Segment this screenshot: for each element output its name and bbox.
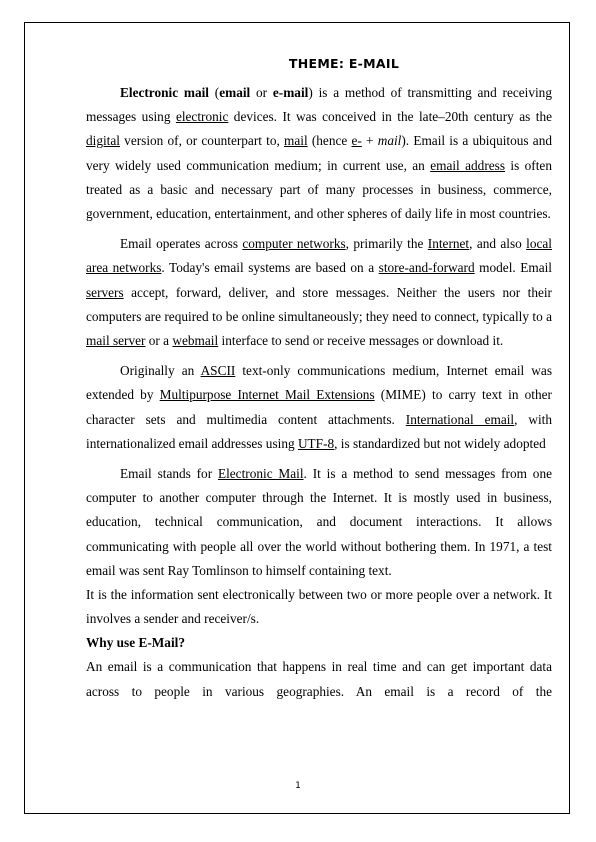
- text-run: email: [219, 85, 251, 100]
- text-run: , is standardized but not widely adopted: [334, 435, 546, 451]
- document-body: [86, 56, 552, 704]
- text-run: , primarily the: [345, 236, 428, 252]
- paragraph-why-use-email: An email is a communication that happens in real time and can get important data across to people in various geographies. An email is a record of the: [86, 659, 552, 699]
- document-title: THEME: E-MAIL: [288, 56, 400, 71]
- text-run: Electronic mail: [120, 85, 209, 100]
- text-run: Email operates across: [120, 236, 243, 252]
- text-run: or: [250, 85, 273, 100]
- text-run: +: [361, 133, 378, 149]
- hyperlink-local-area-networks[interactable]: local area networks: [86, 236, 552, 276]
- text-run: (hence: [307, 133, 352, 149]
- hyperlink-e[interactable]: e-: [351, 133, 362, 149]
- hyperlink-multipurpose-internet-mail-extensions[interactable]: Multipurpose Internet Mail Extensions: [159, 387, 375, 403]
- paragraph-originally-ascii: [86, 359, 552, 456]
- hyperlink-electronic[interactable]: electronic: [175, 109, 229, 125]
- hyperlink-mail-server[interactable]: mail server: [86, 333, 146, 349]
- hyperlink-international-email[interactable]: International email: [405, 411, 515, 427]
- hyperlink-store-and-forward[interactable]: store-and-forward: [378, 260, 475, 276]
- hyperlink-digital[interactable]: digital: [86, 133, 120, 149]
- text-run: , with internationalized email addresses using: [86, 411, 553, 451]
- paragraph-email-operates: [86, 232, 552, 353]
- text-run: ). Email is a ubiquitous and very widely used communication medium; in current use, an: [86, 133, 552, 173]
- text-run: e-mail: [272, 85, 309, 100]
- text-run: is often treated as a basic and necessary part of many processes in business, commerce, government, education, entertainment, and other spheres of daily life in most countries.: [86, 157, 552, 222]
- text-run: . Today's email systems are based on a: [161, 260, 379, 276]
- text-run: . It is a method to send messages from one computer to another computer through the Internet. It is mostly used in business, education, technical communication, and document interactions. It allows communicating with people all over the world without bothering them. In 1971, a test email was sent Ray Tomlinson to himself containing text.: [86, 466, 552, 578]
- hyperlink-ascii[interactable]: ASCII: [200, 363, 236, 379]
- text-run: , and also: [469, 236, 527, 252]
- text-run: Email stands for: [120, 466, 218, 482]
- text-run: accept, forward, deliver, and store messages. Neither the users nor their computers are required to be online simultaneously; they need to connect, typically to a: [86, 284, 552, 324]
- hyperlink-mail[interactable]: mail: [284, 133, 308, 149]
- text-run: (: [209, 85, 220, 100]
- hyperlink-internet[interactable]: Internet: [427, 236, 470, 252]
- text-run: interface to send or receive messages or download it.: [218, 333, 504, 349]
- section-heading-why-use-email: Why use E-Mail?: [86, 635, 185, 651]
- paragraph-electronic-mail: [86, 81, 552, 226]
- text-run: ) is a method of transmitting and receiving messages using: [86, 85, 552, 125]
- text-run: devices. It was conceived in the late–20th century as the: [228, 109, 552, 125]
- text-run: (MIME) to carry text in other character sets and multimedia content attachments.: [86, 387, 552, 427]
- hyperlink-electronic-mail[interactable]: Electronic Mail: [217, 466, 304, 482]
- paragraph-information-sent: [86, 583, 552, 631]
- hyperlink-email-address[interactable]: email address: [430, 157, 506, 173]
- text-run: version of, or counterpart to,: [119, 133, 285, 149]
- paragraph-email-stands-for: [86, 462, 552, 583]
- text-run: mail: [377, 133, 402, 149]
- hyperlink-computer-networks[interactable]: computer networks: [242, 236, 346, 252]
- text-run: text-only communications medium, Internet email was extended by: [86, 363, 552, 403]
- text-run: Originally an: [120, 363, 201, 379]
- hyperlink-servers[interactable]: servers: [86, 284, 124, 300]
- text-run: model. Email: [474, 260, 552, 276]
- page-number: 1: [295, 781, 301, 791]
- text-run: It is the information sent electronically between two or more people over a network. It involves a sender and receiver/s.: [86, 587, 552, 627]
- hyperlink-utf-8[interactable]: UTF-8: [297, 435, 335, 451]
- hyperlink-webmail[interactable]: webmail: [172, 333, 219, 349]
- text-run: or a: [145, 333, 173, 349]
